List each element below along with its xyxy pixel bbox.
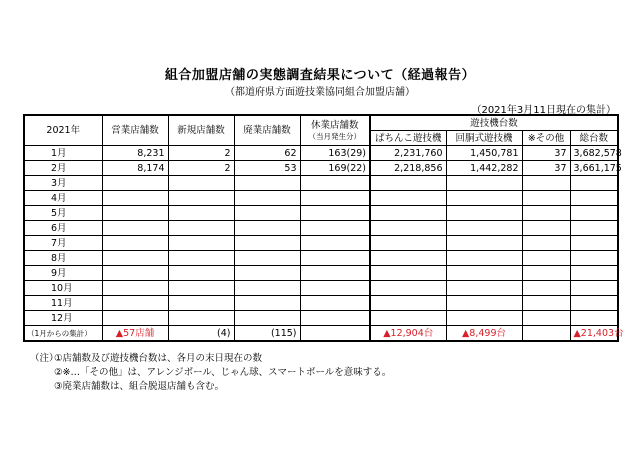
cell-slot [446,296,522,311]
cell-slot [446,221,522,236]
cell-new [168,296,234,311]
table-row [24,236,618,251]
note-text: ②※…「その他」は、アレンジボール、じゃん球、スマートボールを意味する。 [54,367,392,378]
cell-pachinko: 2,231,760 [370,146,446,161]
cell-closed [234,311,300,326]
cell-total [570,311,618,326]
cell-pachinko [370,191,446,206]
cell-total [570,296,618,311]
header-pachinko: ぱちんこ遊技機 [370,131,446,146]
cell-suspended [300,236,370,251]
cell-pachinko [370,281,446,296]
header-other: ※その他 [522,131,570,146]
row-month: 7月 [24,236,102,251]
cell-pachinko [370,311,446,326]
cell-operating [102,311,168,326]
cell-total [570,206,618,221]
note-lead: （注） [30,353,59,364]
totals-operating: ▲57店舗 [102,326,168,342]
cell-new [168,176,234,191]
header-operating: 営業店舗数 [102,115,168,146]
cell-pachinko [370,296,446,311]
cell-closed [234,281,300,296]
cell-closed [234,251,300,266]
cell-operating [102,206,168,221]
cell-other: 37 [522,161,570,176]
cell-closed [234,266,300,281]
cell-slot [446,176,522,191]
table-row [24,221,618,236]
cell-suspended [300,191,370,206]
cell-other [522,191,570,206]
cell-other: 37 [522,146,570,161]
row-month: 4月 [24,191,102,206]
header-slot: 回胴式遊技機 [446,131,522,146]
cell-slot [446,266,522,281]
cell-operating [102,191,168,206]
row-month: 12月 [24,311,102,326]
row-month: 11月 [24,296,102,311]
note-lead [30,366,54,380]
note-text: ①店舗数及び遊技機台数は、各月の末日現在の数 [54,353,263,364]
cell-new [168,206,234,221]
cell-suspended [300,266,370,281]
as-of-date: （2021年3月11日現在の集計） [471,105,616,116]
header-new: 新規店舗数 [168,115,234,146]
cell-operating [102,281,168,296]
cell-slot [446,206,522,221]
cell-other [522,296,570,311]
header-year: 2021年 [24,115,102,146]
row-month: 8月 [24,251,102,266]
totals-slot: ▲8,499台 [446,326,522,342]
cell-closed [234,176,300,191]
cell-operating [102,266,168,281]
header-total: 総台数 [570,131,618,146]
header-suspended-sub: （当月発生分） [308,132,361,141]
row-month: 10月 [24,281,102,296]
table-row [24,296,618,311]
page-subtitle: （都道府県方面遊技業協同組合加盟店舗） [225,87,415,98]
table-row [24,311,618,326]
cell-pachinko: 2,218,856 [370,161,446,176]
cell-pachinko [370,176,446,191]
cell-pachinko [370,206,446,221]
table-row [24,146,618,161]
cell-total: 3,682,578 [570,146,618,161]
cell-closed [234,221,300,236]
cell-pachinko [370,236,446,251]
header-closed: 廃業店舗数 [234,115,300,146]
cell-other [522,206,570,221]
cell-suspended [300,281,370,296]
cell-other [522,251,570,266]
cell-operating [102,251,168,266]
cell-pachinko [370,251,446,266]
cell-total [570,266,618,281]
cell-new [168,266,234,281]
cell-operating [102,221,168,236]
cell-total [570,236,618,251]
table-row [24,266,618,281]
totals-suspended [300,326,370,342]
cell-other [522,281,570,296]
cell-suspended: 169(22) [300,161,370,176]
note-item [30,352,391,366]
totals-other [522,326,570,342]
header-suspended-label: 休業店舗数 [310,120,359,131]
cell-suspended [300,296,370,311]
cell-slot: 1,442,282 [446,161,522,176]
cell-total [570,221,618,236]
cell-suspended [300,311,370,326]
table-row [24,251,618,266]
note-text: ③廃業店舗数は、組合脱退店舗も含む。 [54,381,225,392]
header-machines: 遊技機台数 [370,115,618,131]
note-lead [30,380,54,394]
row-month: 3月 [24,176,102,191]
cell-suspended: 163(29) [300,146,370,161]
cell-new: 2 [168,146,234,161]
cell-operating [102,296,168,311]
cell-new [168,236,234,251]
table-row [24,206,618,221]
totals-pachinko: ▲12,904台 [370,326,446,342]
row-month: 1月 [24,146,102,161]
totals-label: （1月からの集計） [24,326,102,342]
cell-closed: 62 [234,146,300,161]
cell-closed [234,296,300,311]
cell-operating: 8,231 [102,146,168,161]
cell-total: 3,661,175 [570,161,618,176]
totals-closed: (115) [234,326,300,342]
cell-closed [234,206,300,221]
totals-row [24,326,618,342]
cell-operating [102,236,168,251]
cell-other [522,311,570,326]
row-month: 2月 [24,161,102,176]
notes [30,352,391,394]
cell-other [522,266,570,281]
totals-total: ▲21,403台 [570,326,618,342]
table-row [24,191,618,206]
cell-total [570,281,618,296]
survey-table [23,114,624,342]
cell-pachinko [370,221,446,236]
table-row [24,161,618,176]
cell-slot: 1,450,781 [446,146,522,161]
cell-suspended [300,206,370,221]
cell-slot [446,311,522,326]
cell-slot [446,251,522,266]
cell-pachinko [370,266,446,281]
cell-operating [102,176,168,191]
row-month: 9月 [24,266,102,281]
cell-closed [234,191,300,206]
cell-other [522,236,570,251]
header-suspended [300,115,370,146]
cell-closed [234,236,300,251]
cell-new [168,311,234,326]
cell-new [168,191,234,206]
cell-total [570,191,618,206]
row-month: 6月 [24,221,102,236]
cell-slot [446,236,522,251]
cell-slot [446,281,522,296]
table-row [24,281,618,296]
cell-total [570,251,618,266]
cell-other [522,221,570,236]
cell-new [168,251,234,266]
cell-suspended [300,176,370,191]
row-month: 5月 [24,206,102,221]
cell-closed: 53 [234,161,300,176]
note-item [30,380,391,394]
totals-new: (4) [168,326,234,342]
cell-suspended [300,251,370,266]
page-title: 組合加盟店舗の実態調査結果について（経過報告） [164,68,476,83]
cell-slot [446,191,522,206]
cell-new [168,281,234,296]
cell-new: 2 [168,161,234,176]
table-row [24,176,618,191]
cell-new [168,221,234,236]
cell-other [522,176,570,191]
cell-operating: 8,174 [102,161,168,176]
note-item [30,366,391,380]
cell-suspended [300,221,370,236]
cell-total [570,176,618,191]
